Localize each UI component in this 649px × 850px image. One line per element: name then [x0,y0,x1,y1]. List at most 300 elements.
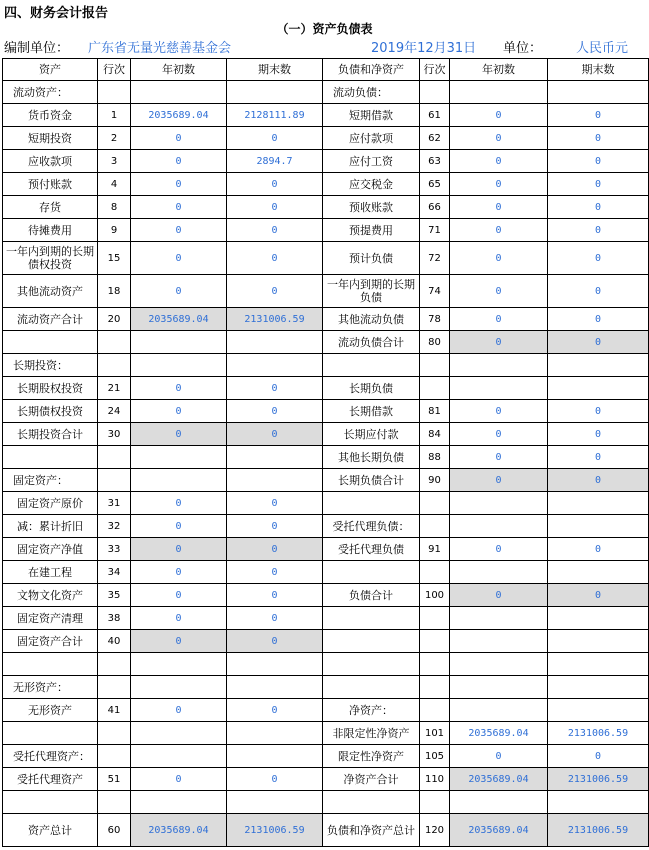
asset-label: 在建工程 [3,561,98,584]
asset-beginning-value: 0 [131,699,227,722]
asset-line-no: 8 [98,196,131,219]
asset-beginning-value: 0 [131,538,227,561]
liability-line-no [420,515,450,538]
liability-beginning-value: 0 [450,104,548,127]
liability-beginning-value: 0 [450,196,548,219]
liability-beginning-value [450,791,548,814]
asset-beginning-value: 0 [131,150,227,173]
liability-line-no: 62 [420,127,450,150]
asset-ending-value [227,331,323,354]
liability-beginning-value [450,607,548,630]
table-row [3,173,649,196]
asset-label: 文物文化资产 [3,584,98,607]
liability-ending-value [548,607,649,630]
asset-label: 无形资产 [3,699,98,722]
asset-ending-value: 2131006.59 [227,814,323,847]
asset-ending-value: 0 [227,219,323,242]
liability-beginning-value [450,81,548,104]
asset-beginning-value [131,331,227,354]
asset-label: 受托代理资产： [3,745,98,768]
asset-label [3,791,98,814]
asset-line-no: 41 [98,699,131,722]
asset-beginning-value: 0 [131,423,227,446]
table-row [3,308,649,331]
liability-ending-value: 2131006.59 [548,814,649,847]
liability-label: 应交税金 [323,173,420,196]
asset-ending-value [227,354,323,377]
asset-label [3,653,98,676]
asset-line-no: 30 [98,423,131,446]
liability-beginning-value: 0 [450,423,548,446]
liability-beginning-value [450,676,548,699]
column-header: 行次 [420,59,450,81]
liability-ending-value: 0 [548,219,649,242]
liability-label [323,492,420,515]
asset-label: 长期债权投资 [3,400,98,423]
asset-beginning-value [131,676,227,699]
asset-ending-value: 0 [227,515,323,538]
liability-ending-value: 0 [548,745,649,768]
asset-line-no: 38 [98,607,131,630]
liability-line-no [420,492,450,515]
asset-line-no [98,745,131,768]
liability-beginning-value: 0 [450,219,548,242]
asset-ending-value [227,791,323,814]
liability-ending-value: 0 [548,196,649,219]
asset-line-no [98,676,131,699]
liability-ending-value: 0 [548,469,649,492]
asset-label: 固定资产清理 [3,607,98,630]
asset-label: 长期投资合计 [3,423,98,446]
liability-label: 长期负债 [323,377,420,400]
asset-line-no [98,469,131,492]
liability-label: 其他长期负债 [323,446,420,469]
table-row [3,814,649,847]
liability-beginning-value [450,630,548,653]
liability-label: 应付款项 [323,127,420,150]
liability-label [323,791,420,814]
column-header: 期末数 [227,59,323,81]
table-row [3,423,649,446]
asset-label: 长期股权投资 [3,377,98,400]
liability-beginning-value: 2035689.04 [450,814,548,847]
asset-label [3,446,98,469]
table-row [3,492,649,515]
column-header: 行次 [98,59,131,81]
liability-line-no: 105 [420,745,450,768]
liability-label: 预提费用 [323,219,420,242]
liability-label: 预收账款 [323,196,420,219]
asset-label: 其他流动资产 [3,275,98,308]
table-header-row [3,59,649,81]
asset-beginning-value: 0 [131,127,227,150]
liability-label [323,676,420,699]
liability-label: 短期借款 [323,104,420,127]
asset-label: 减：累计折旧 [3,515,98,538]
asset-beginning-value: 2035689.04 [131,814,227,847]
asset-ending-value: 0 [227,630,323,653]
asset-beginning-value [131,722,227,745]
asset-line-no: 3 [98,150,131,173]
liability-beginning-value: 0 [450,446,548,469]
table-row [3,768,649,791]
asset-beginning-value [131,653,227,676]
table-row [3,196,649,219]
liability-ending-value: 0 [548,446,649,469]
liability-ending-value: 0 [548,308,649,331]
liability-label [323,653,420,676]
liability-label: 长期应付款 [323,423,420,446]
liability-ending-value [548,676,649,699]
asset-line-no: 1 [98,104,131,127]
liability-beginning-value [450,653,548,676]
column-header: 期末数 [548,59,649,81]
asset-ending-value: 0 [227,699,323,722]
asset-label: 流动资产： [3,81,98,104]
liability-ending-value [548,81,649,104]
column-header: 负债和净资产 [323,59,420,81]
liability-line-no: 65 [420,173,450,196]
table-row [3,745,649,768]
liability-ending-value [548,699,649,722]
liability-line-no [420,791,450,814]
asset-label: 待摊费用 [3,219,98,242]
asset-line-no: 31 [98,492,131,515]
table-row [3,446,649,469]
liability-label: 受托代理负债 [323,538,420,561]
asset-line-no [98,81,131,104]
liability-ending-value: 0 [548,275,649,308]
asset-label: 受托代理资产 [3,768,98,791]
asset-beginning-value [131,446,227,469]
asset-label: 无形资产： [3,676,98,699]
asset-ending-value [227,676,323,699]
liability-line-no [420,561,450,584]
asset-ending-value [227,722,323,745]
asset-ending-value [227,81,323,104]
liability-label: 应付工资 [323,150,420,173]
asset-ending-value [227,653,323,676]
liability-beginning-value: 2035689.04 [450,722,548,745]
asset-beginning-value: 0 [131,492,227,515]
table-row [3,722,649,745]
asset-line-no [98,331,131,354]
asset-line-no: 35 [98,584,131,607]
asset-line-no: 40 [98,630,131,653]
liability-line-no [420,81,450,104]
table-row [3,127,649,150]
asset-ending-value: 0 [227,607,323,630]
liability-ending-value: 2131006.59 [548,768,649,791]
currency-label: 单位： [503,41,543,56]
asset-line-no: 21 [98,377,131,400]
table-row [3,538,649,561]
liability-beginning-value [450,354,548,377]
asset-ending-value: 0 [227,423,323,446]
liability-ending-value [548,630,649,653]
liability-beginning-value [450,699,548,722]
asset-label [3,722,98,745]
liability-ending-value: 2131006.59 [548,722,649,745]
asset-ending-value: 0 [227,492,323,515]
asset-beginning-value: 0 [131,400,227,423]
liability-ending-value: 0 [548,423,649,446]
asset-beginning-value [131,354,227,377]
liability-label: 预计负债 [323,242,420,275]
liability-beginning-value: 0 [450,173,548,196]
asset-ending-value [227,446,323,469]
asset-beginning-value: 0 [131,219,227,242]
liability-line-no [420,676,450,699]
liability-ending-value: 0 [548,127,649,150]
liability-ending-value [548,492,649,515]
liability-label: 长期负债合计 [323,469,420,492]
liability-ending-value [548,561,649,584]
section-title: 四、财务会计报告 [4,6,109,21]
asset-label [3,331,98,354]
asset-line-no: 24 [98,400,131,423]
asset-label: 固定资产： [3,469,98,492]
liability-beginning-value: 0 [450,331,548,354]
asset-ending-value: 0 [227,275,323,308]
asset-label: 资产总计 [3,814,98,847]
table-row [3,104,649,127]
table-row [3,275,649,308]
liability-line-no: 101 [420,722,450,745]
asset-beginning-value: 2035689.04 [131,104,227,127]
asset-label: 流动资产合计 [3,308,98,331]
liability-line-no: 74 [420,275,450,308]
asset-label: 固定资产净值 [3,538,98,561]
liability-label: 非限定性净资产 [323,722,420,745]
liability-ending-value: 0 [548,584,649,607]
asset-line-no [98,791,131,814]
asset-ending-value [227,469,323,492]
liability-line-no [420,607,450,630]
liability-ending-value [548,515,649,538]
asset-label: 货币资金 [3,104,98,127]
asset-beginning-value: 0 [131,377,227,400]
asset-ending-value: 0 [227,196,323,219]
liability-ending-value [548,791,649,814]
liability-line-no [420,653,450,676]
asset-ending-value: 2128111.89 [227,104,323,127]
column-header: 资产 [3,59,98,81]
asset-line-no: 33 [98,538,131,561]
table-row [3,81,649,104]
liability-beginning-value: 0 [450,242,548,275]
liability-label: 一年内到期的长期负债 [323,275,420,308]
table-row [3,561,649,584]
asset-beginning-value [131,745,227,768]
liability-label [323,354,420,377]
liability-label [323,630,420,653]
asset-ending-value: 0 [227,377,323,400]
asset-line-no: 51 [98,768,131,791]
table-row [3,219,649,242]
liability-line-no [420,354,450,377]
liability-line-no [420,630,450,653]
unit-value: 广东省无量光慈善基金会 [88,41,232,56]
currency-value: 人民币元 [576,41,629,56]
asset-ending-value [227,745,323,768]
asset-label: 短期投资 [3,127,98,150]
asset-label: 预付账款 [3,173,98,196]
liability-line-no: 81 [420,400,450,423]
liability-line-no: 72 [420,242,450,275]
liability-label: 受托代理负债： [323,515,420,538]
asset-ending-value: 0 [227,127,323,150]
asset-beginning-value: 0 [131,561,227,584]
table-row [3,150,649,173]
asset-beginning-value: 2035689.04 [131,308,227,331]
liability-ending-value [548,377,649,400]
liability-line-no: 91 [420,538,450,561]
asset-label: 一年内到期的长期债权投资 [3,242,98,275]
liability-ending-value: 0 [548,104,649,127]
liability-ending-value: 0 [548,538,649,561]
liability-line-no [420,699,450,722]
asset-beginning-value: 0 [131,630,227,653]
liability-line-no: 90 [420,469,450,492]
liability-beginning-value: 0 [450,127,548,150]
asset-beginning-value [131,469,227,492]
asset-beginning-value [131,791,227,814]
liability-beginning-value [450,561,548,584]
asset-line-no: 2 [98,127,131,150]
liability-beginning-value: 0 [450,308,548,331]
liability-ending-value: 0 [548,173,649,196]
table-title: （一）资产负债表 [276,22,373,36]
asset-label: 固定资产原价 [3,492,98,515]
table-row [3,515,649,538]
liability-beginning-value: 0 [450,745,548,768]
liability-label: 负债和净资产总计 [323,814,420,847]
table-row [3,653,649,676]
table-row [3,630,649,653]
liability-line-no: 88 [420,446,450,469]
asset-line-no: 9 [98,219,131,242]
liability-line-no: 61 [420,104,450,127]
liability-beginning-value [450,377,548,400]
liability-ending-value: 0 [548,400,649,423]
liability-beginning-value: 0 [450,275,548,308]
liability-beginning-value: 0 [450,584,548,607]
asset-ending-value: 0 [227,561,323,584]
asset-line-no [98,653,131,676]
asset-ending-value: 0 [227,768,323,791]
liability-label: 限定性净资产 [323,745,420,768]
liability-line-no: 63 [420,150,450,173]
liability-beginning-value: 0 [450,538,548,561]
liability-ending-value: 0 [548,331,649,354]
liability-line-no: 120 [420,814,450,847]
asset-line-no: 18 [98,275,131,308]
liability-line-no [420,377,450,400]
asset-line-no: 34 [98,561,131,584]
asset-line-no: 32 [98,515,131,538]
asset-label: 存货 [3,196,98,219]
liability-ending-value: 0 [548,150,649,173]
table-row [3,400,649,423]
liability-beginning-value: 0 [450,400,548,423]
asset-ending-value: 0 [227,584,323,607]
asset-beginning-value: 0 [131,515,227,538]
asset-line-no [98,354,131,377]
liability-beginning-value [450,492,548,515]
asset-label: 应收款项 [3,150,98,173]
asset-beginning-value: 0 [131,768,227,791]
liability-label: 流动负债合计 [323,331,420,354]
liability-line-no: 84 [420,423,450,446]
liability-beginning-value: 2035689.04 [450,768,548,791]
table-row [3,791,649,814]
column-header: 年初数 [131,59,227,81]
liability-beginning-value: 0 [450,150,548,173]
asset-ending-value: 0 [227,242,323,275]
asset-ending-value: 0 [227,400,323,423]
liability-line-no: 78 [420,308,450,331]
liability-beginning-value: 0 [450,469,548,492]
asset-line-no: 60 [98,814,131,847]
asset-beginning-value [131,81,227,104]
asset-ending-value: 0 [227,173,323,196]
asset-label: 长期投资： [3,354,98,377]
asset-beginning-value: 0 [131,584,227,607]
asset-beginning-value: 0 [131,607,227,630]
table-row [3,699,649,722]
liability-line-no: 66 [420,196,450,219]
table-row [3,469,649,492]
liability-label: 净资产合计 [323,768,420,791]
asset-beginning-value: 0 [131,275,227,308]
asset-beginning-value: 0 [131,242,227,275]
liability-ending-value: 0 [548,242,649,275]
asset-label: 固定资产合计 [3,630,98,653]
asset-line-no [98,446,131,469]
liability-line-no: 80 [420,331,450,354]
column-header: 年初数 [450,59,548,81]
unit-label: 编制单位： [4,41,70,56]
table-row [3,377,649,400]
asset-beginning-value: 0 [131,196,227,219]
asset-line-no: 20 [98,308,131,331]
table-row [3,607,649,630]
liability-label: 负债合计 [323,584,420,607]
table-row [3,331,649,354]
asset-line-no [98,722,131,745]
asset-line-no: 4 [98,173,131,196]
liability-label: 净资产： [323,699,420,722]
report-date: 2019年12月31日 [371,41,477,56]
liability-label [323,607,420,630]
liability-label [323,561,420,584]
table-row [3,242,649,275]
asset-line-no: 15 [98,242,131,275]
liability-line-no: 71 [420,219,450,242]
liability-label: 其他流动负债 [323,308,420,331]
balance-sheet-table [2,58,649,847]
asset-ending-value: 2894.7 [227,150,323,173]
liability-line-no: 100 [420,584,450,607]
liability-ending-value [548,653,649,676]
liability-label: 流动负债： [323,81,420,104]
asset-ending-value: 0 [227,538,323,561]
liability-label: 长期借款 [323,400,420,423]
table-row [3,584,649,607]
liability-line-no: 110 [420,768,450,791]
asset-ending-value: 2131006.59 [227,308,323,331]
